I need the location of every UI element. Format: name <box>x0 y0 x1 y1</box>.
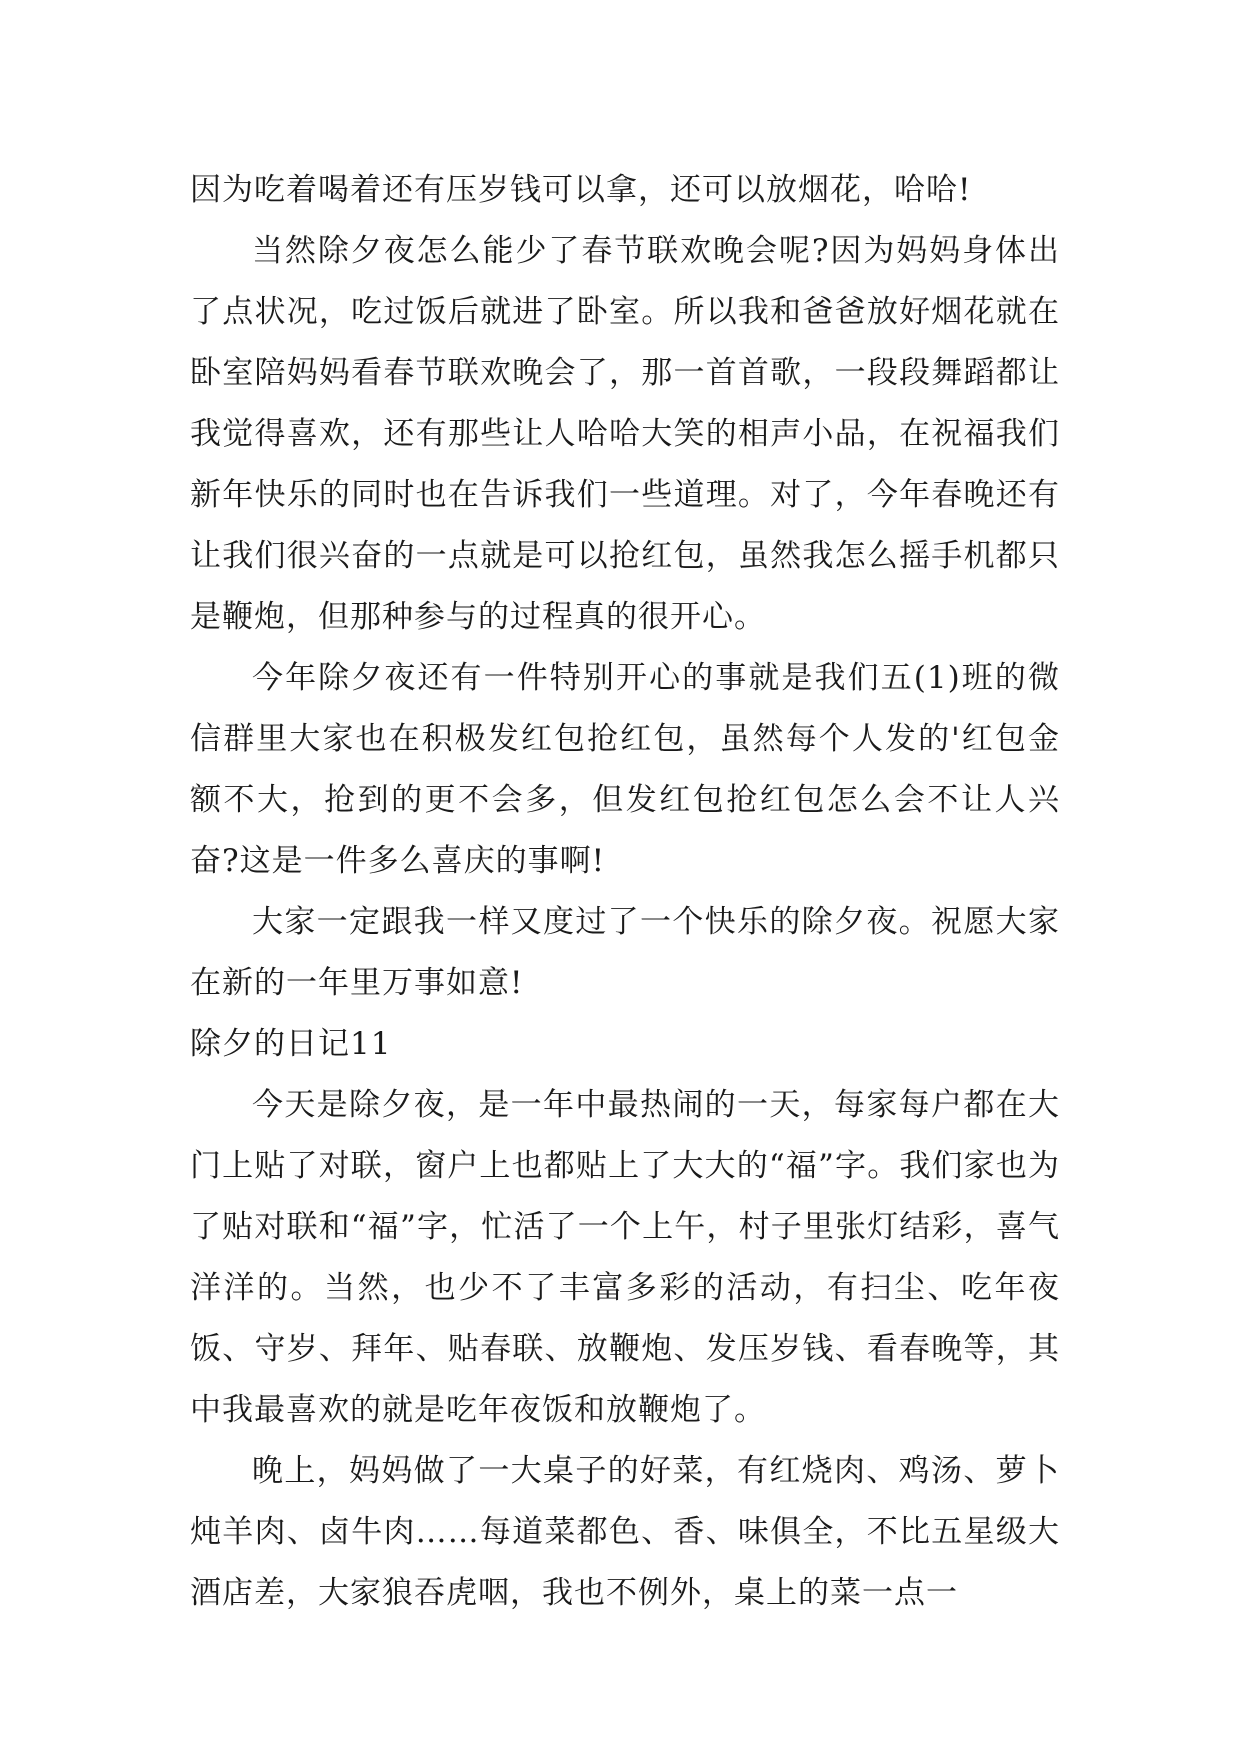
paragraph-new-years-eve: 今天是除夕夜，是一年中最热闹的一天，每家每户都在大门上贴了对联，窗户上也都贴上了大大的“福”字。我们家也为了贴对联和“福”字，忙活了一个上午，村子里张灯结彩，喜气洋洋的。当然，也少不了丰富多彩的活动，有扫尘、吃年夜饭、守岁、拜年、贴春联、放鞭炮、发压岁钱、看春晚等，其中我最喜欢的就是吃年夜饭和放鞭炮了。 <box>190 1087 1060 1428</box>
paragraph-continued: 因为吃着喝着还有压岁钱可以拿，还可以放烟花，哈哈! <box>190 172 972 208</box>
section-title: 除夕的日记11 <box>190 1026 392 1062</box>
paragraph-dinner: 晚上，妈妈做了一大桌子的好菜，有红烧肉、鸡汤、萝卜炖羊肉、卤牛肉……每道菜都色、香、味俱全，不比五星级大酒店差，大家狼吞虎咽，我也不例外，桌上的菜一点一 <box>190 1453 1060 1611</box>
paragraph-spring-gala: 当然除夕夜怎么能少了春节联欢晚会呢?因为妈妈身体出了点状况，吃过饭后就进了卧室。所以我和爸爸放好烟花就在卧室陪妈妈看春节联欢晚会了，那一首首歌，一段段舞蹈都让我觉得喜欢，还有那些让人哈哈大笑的相声小品，在祝福我们新年快乐的同时也在告诉我们一些道理。对了，今年春晚还有让我们很兴奋的一点就是可以抢红包，虽然我怎么摇手机都只是鞭炮，但那种参与的过程真的很开心。 <box>190 233 1060 635</box>
document-body <box>190 160 1060 1624</box>
paragraph-wishes: 大家一定跟我一样又度过了一个快乐的除夕夜。祝愿大家在新的一年里万事如意! <box>190 904 1060 1001</box>
paragraph-red-envelopes: 今年除夕夜还有一件特别开心的事就是我们五(1)班的微信群里大家也在积极发红包抢红包，虽然每个人发的'红包金额不大，抢到的更不会多，但发红包抢红包怎么会不让人兴奋?这是一件多么喜庆的事啊! <box>190 660 1060 879</box>
